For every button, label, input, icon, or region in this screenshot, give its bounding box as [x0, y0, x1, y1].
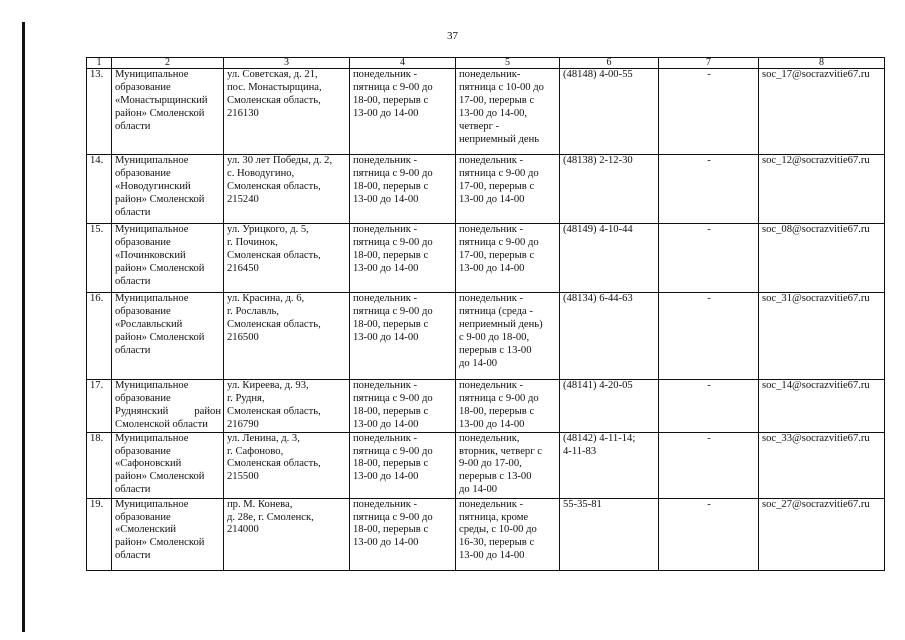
municipality-name-line: район» Смоленской [115, 331, 205, 343]
reception-hours-line: понедельник - [459, 293, 524, 304]
email: soc_31@socrazvitie67.ru [759, 293, 885, 380]
working-hours-line: пятница с 9-00 до [353, 392, 433, 404]
reception-hours [456, 155, 560, 224]
phone [560, 224, 659, 293]
municipality-name-line: образование [115, 167, 171, 179]
phone [560, 380, 659, 433]
municipality-name-line: «Смоленский [115, 524, 177, 536]
header-cell: 1 [87, 58, 112, 69]
municipality-name-line: Муниципальное [115, 380, 189, 391]
address-line: ул. Киреева, д. 93, [227, 380, 309, 391]
working-hours-line: понедельник - [353, 155, 418, 166]
reception-hours-line: пятница с 9-00 до [459, 392, 539, 404]
email: soc_12@socrazvitie67.ru [759, 155, 885, 224]
email: soc_08@socrazvitie67.ru [759, 224, 885, 293]
working-hours-line: 13-00 до 14-00 [353, 262, 419, 274]
municipality-name [112, 293, 224, 380]
phone [560, 69, 659, 155]
reception-hours-line: неприемный день) [459, 318, 543, 330]
reception-hours [456, 293, 560, 380]
municipality-name-line: Муниципальное [115, 224, 189, 235]
working-hours-line: 18-00, перерыв с [353, 318, 429, 330]
table-row [87, 69, 885, 155]
municipality-name-line: Муниципальное [115, 69, 189, 80]
phone-line: (48141) 4-20-05 [563, 380, 633, 391]
header-cell: 3 [224, 58, 350, 69]
municipality-name-line: Муниципальное [115, 498, 189, 510]
address [224, 224, 350, 293]
municipality-name-line: области [115, 206, 151, 218]
address-line: Смоленская область, [227, 94, 321, 106]
header-cell: 4 [350, 58, 456, 69]
reception-hours-line: среды, с 10-00 до [459, 524, 537, 536]
working-hours-line: понедельник - [353, 498, 418, 510]
header-cell: 6 [560, 58, 659, 69]
working-hours-line: 13-00 до 14-00 [353, 471, 419, 483]
reception-hours-line: 13-00 до 14-00, [459, 107, 528, 119]
phone [560, 293, 659, 380]
address [224, 498, 350, 570]
municipality-name-line: области [115, 550, 151, 562]
address-line: Смоленская область, [227, 180, 321, 192]
header-cell: 2 [112, 58, 224, 69]
municipality-name-line: район» Смоленской [115, 262, 205, 274]
page-number: 37 [447, 30, 458, 42]
working-hours-line: пятница с 9-00 до [353, 236, 433, 248]
header-cell: 5 [456, 58, 560, 69]
table-row [87, 498, 885, 570]
municipality-name-line: Муниципальное [115, 293, 189, 304]
address [224, 380, 350, 433]
reception-hours-line: четверг - [459, 120, 500, 132]
municipality-name [112, 69, 224, 155]
reception-hours-line: понедельник - [459, 155, 524, 166]
row-number: 17. [87, 380, 112, 433]
address [224, 69, 350, 155]
reception-hours-line: пятница с 9-00 до [459, 236, 539, 248]
email: soc_14@socrazvitie67.ru [759, 380, 885, 433]
working-hours-line: пятница с 9-00 до [353, 511, 433, 523]
municipality-name [112, 155, 224, 224]
address-line: Смоленская область, [227, 318, 321, 330]
municipality-name-line: «Рославльский [115, 318, 183, 330]
reception-hours-line: 17-00, перерыв с [459, 94, 535, 106]
address-line: ул. Урицкого, д. 5, [227, 224, 309, 235]
working-hours-line: пятница с 9-00 до [353, 167, 433, 179]
reception-hours-line: пятница с 9-00 до [459, 167, 539, 179]
phone [560, 498, 659, 570]
reception-hours-line: 17-00, перерыв с [459, 180, 535, 192]
row-number: 19. [87, 498, 112, 570]
phone [560, 155, 659, 224]
reception-hours-line: 18-00, перерыв с [459, 405, 535, 417]
address-line: с. Новодугино, [227, 167, 295, 179]
working-hours-line: 13-00 до 14-00 [353, 193, 419, 205]
reception-hours-line: пятница, кроме [459, 511, 529, 523]
reception-hours-line: 13-00 до 14-00 [459, 262, 525, 274]
reception-hours-line: пятница с 10-00 до [459, 81, 544, 93]
reception-hours-line: перерыв с 13-00 [459, 344, 532, 356]
municipality-name-line: «Сафоновский [115, 458, 182, 470]
municipality-name [112, 432, 224, 498]
address [224, 293, 350, 380]
reception-hours-line: понедельник, [459, 432, 520, 444]
municipality-name-line: образование [115, 81, 171, 93]
column-7-value: - [659, 224, 759, 293]
working-hours [350, 293, 456, 380]
table-row [87, 293, 885, 380]
municipality-name [112, 498, 224, 570]
address-line: г. Сафоново, [227, 445, 284, 457]
reception-hours-line: 17-00, перерыв с [459, 249, 535, 261]
working-hours [350, 69, 456, 155]
address-line: 216130 [227, 107, 259, 119]
address-line: Смоленская область, [227, 405, 321, 417]
municipality-name-line: области [115, 275, 151, 287]
column-7-value: - [659, 293, 759, 380]
row-number: 13. [87, 69, 112, 155]
column-7-value: - [659, 69, 759, 155]
working-hours [350, 380, 456, 433]
working-hours-line: понедельник - [353, 293, 418, 304]
table-row [87, 224, 885, 293]
municipality-name [112, 380, 224, 433]
address [224, 432, 350, 498]
address-line: Смоленская область, [227, 249, 321, 261]
email: soc_17@socrazvitie67.ru [759, 69, 885, 155]
municipality-name-line: район» Смоленской [115, 537, 205, 549]
address-line: г. Рославль, [227, 305, 279, 317]
reception-hours-line: понедельник- [459, 69, 521, 80]
municipality-name-line: образование [115, 445, 171, 457]
municipality-name-line: образование [115, 511, 171, 523]
header-row [87, 58, 885, 69]
working-hours-line: понедельник - [353, 224, 418, 235]
table-row [87, 155, 885, 224]
municipality-name-line: район» Смоленской [115, 107, 205, 119]
working-hours-line: 18-00, перерыв с [353, 524, 429, 536]
address-line: Смоленская область, [227, 458, 321, 470]
working-hours-line: 13-00 до 14-00 [353, 418, 419, 430]
address-line: пр. М. Конева, [227, 498, 293, 510]
municipality-name-line: «Монастырщинский [115, 94, 208, 106]
column-7-value: - [659, 498, 759, 570]
phone-line: 55-35-81 [563, 498, 602, 510]
working-hours-line: 18-00, перерыв с [353, 458, 429, 470]
working-hours-line: понедельник - [353, 69, 418, 80]
reception-hours [456, 432, 560, 498]
row-number: 15. [87, 224, 112, 293]
municipality-name-line: области [115, 484, 151, 496]
column-7-value: - [659, 432, 759, 498]
municipality-name-line: Муниципальное [115, 432, 189, 444]
working-hours [350, 155, 456, 224]
address-line: д. 28е, г. Смоленск, [227, 511, 314, 523]
working-hours [350, 224, 456, 293]
address-line: ул. Советская, д. 21, [227, 69, 318, 80]
address-line: 216500 [227, 331, 259, 343]
reception-hours-line: до 14-00 [459, 484, 498, 496]
reception-hours-line: перерыв с 13-00 [459, 471, 532, 483]
reception-hours-line: вторник, четверг с [459, 445, 542, 457]
phone-line: (48149) 4-10-44 [563, 224, 633, 235]
working-hours-line: 18-00, перерыв с [353, 94, 429, 106]
row-number: 14. [87, 155, 112, 224]
address-line: ул. Красина, д. 6, [227, 293, 305, 304]
offices-table [86, 57, 885, 571]
working-hours-line: 13-00 до 14-00 [353, 331, 419, 343]
reception-hours-line: неприемный день [459, 133, 540, 145]
reception-hours [456, 380, 560, 433]
address-line: пос. Монастырщина, [227, 81, 322, 93]
address-line: 216450 [227, 262, 259, 274]
phone-line: (48148) 4-00-55 [563, 69, 633, 80]
working-hours-line: 18-00, перерыв с [353, 249, 429, 261]
phone-line: (48138) 2-12-30 [563, 155, 633, 166]
municipality-name-line: «Новодугинский [115, 180, 191, 192]
header-cell: 8 [759, 58, 885, 69]
municipality-name-line: образование [115, 236, 171, 248]
header-cell: 7 [659, 58, 759, 69]
reception-hours-line: понедельник - [459, 380, 524, 391]
municipality-name-line: Руднянский район [115, 405, 221, 417]
reception-hours [456, 498, 560, 570]
phone-line: 4-11-83 [563, 445, 597, 457]
phone-line: (48134) 6-44-63 [563, 293, 633, 304]
email: soc_27@socrazvitie67.ru [759, 498, 885, 570]
municipality-name-line: «Починковский [115, 249, 186, 261]
address-line: г. Починок, [227, 236, 278, 248]
address-line: 215500 [227, 471, 259, 483]
municipality-name-line: области [115, 344, 151, 356]
working-hours-line: 13-00 до 14-00 [353, 107, 419, 119]
reception-hours-line: 13-00 до 14-00 [459, 550, 525, 562]
municipality-name-line: области [115, 120, 151, 132]
municipality-name [112, 224, 224, 293]
working-hours [350, 498, 456, 570]
reception-hours [456, 69, 560, 155]
address-line: г. Рудня, [227, 392, 265, 404]
municipality-name-line: район» Смоленской [115, 471, 205, 483]
working-hours-line: 18-00, перерыв с [353, 180, 429, 192]
reception-hours-line: с 9-00 до 18-00, [459, 331, 530, 343]
working-hours-line: пятница с 9-00 до [353, 81, 433, 93]
address-line: ул. Ленина, д. 3, [227, 432, 300, 444]
email: soc_33@socrazvitie67.ru [759, 432, 885, 498]
working-hours-line: 18-00, перерыв с [353, 405, 429, 417]
municipality-name-line: образование [115, 392, 171, 404]
reception-hours [456, 224, 560, 293]
row-number: 16. [87, 293, 112, 380]
address [224, 155, 350, 224]
row-number: 18. [87, 432, 112, 498]
municipality-name-line: Смоленской области [115, 418, 208, 430]
municipality-name-line: Муниципальное [115, 155, 189, 166]
scan-edge-bar [22, 22, 25, 632]
address-line: 214000 [227, 524, 259, 536]
address-line: 216790 [227, 418, 259, 430]
working-hours-line: пятница с 9-00 до [353, 445, 433, 457]
working-hours [350, 432, 456, 498]
reception-hours-line: 16-30, перерыв с [459, 537, 535, 549]
address-line: 215240 [227, 193, 259, 205]
column-7-value: - [659, 155, 759, 224]
reception-hours-line: 13-00 до 14-00 [459, 193, 525, 205]
phone [560, 432, 659, 498]
working-hours-line: понедельник - [353, 380, 418, 391]
address-line: ул. 30 лет Победы, д. 2, [227, 155, 333, 166]
table-row [87, 432, 885, 498]
municipality-name-line: район» Смоленской [115, 193, 205, 205]
reception-hours-line: до 14-00 [459, 357, 498, 369]
municipality-name-line: образование [115, 305, 171, 317]
column-7-value: - [659, 380, 759, 433]
table-row [87, 380, 885, 433]
reception-hours-line: 9-00 до 17-00, [459, 458, 522, 470]
reception-hours-line: понедельник - [459, 498, 524, 510]
reception-hours-line: понедельник - [459, 224, 524, 235]
working-hours-line: 13-00 до 14-00 [353, 537, 419, 549]
working-hours-line: понедельник - [353, 432, 418, 444]
reception-hours-line: 13-00 до 14-00 [459, 418, 525, 430]
working-hours-line: пятница с 9-00 до [353, 305, 433, 317]
reception-hours-line: пятница (среда - [459, 305, 533, 317]
phone-line: (48142) 4-11-14; [563, 432, 636, 444]
